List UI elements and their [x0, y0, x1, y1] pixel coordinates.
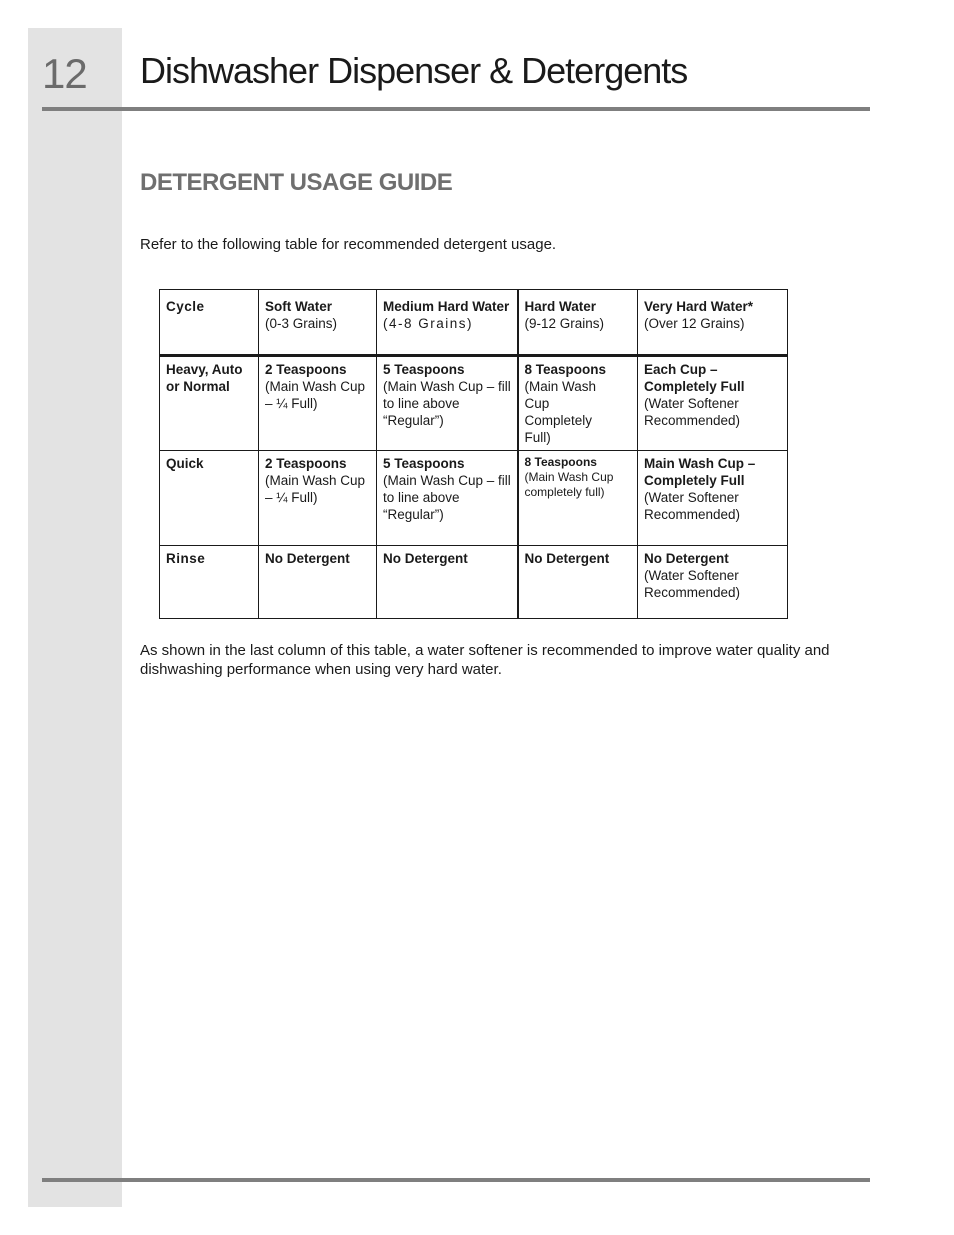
table-cell — [377, 451, 518, 546]
table-row — [160, 546, 788, 619]
amount-note: (Water Softener Recommended) — [644, 396, 741, 428]
amount-label: 8 Teaspoons — [524, 455, 597, 469]
page-title: Dishwasher Dispenser & Detergents — [140, 50, 688, 91]
amount-note: (Main Wash Cup completely full) — [524, 470, 614, 499]
header-cell-cycle — [160, 290, 259, 356]
header-sublabel: (4-8 Grains) — [383, 316, 474, 331]
header-cell-soft-water — [259, 290, 377, 356]
table-cell — [377, 356, 518, 451]
amount-label: No Detergent — [265, 551, 350, 566]
header-label: Cycle — [166, 299, 205, 314]
table-header-row — [160, 290, 788, 356]
table-cell — [518, 356, 638, 451]
amount-note: (Main Wash Cup – ¼ Full) — [265, 473, 366, 505]
amount-label: No Detergent — [383, 551, 468, 566]
header-sublabel: (Over 12 Grains) — [644, 316, 745, 331]
footer-paragraph: As shown in the last column of this table, a water softener is recommended to improve water quality and dishwashing performance when using very hard water. — [140, 642, 830, 678]
table-row — [160, 356, 788, 451]
amount-label: 5 Teaspoons — [383, 456, 465, 471]
amount-label: 5 Teaspoons — [383, 362, 465, 377]
amount-label: No Detergent — [524, 551, 610, 566]
intro-paragraph: Refer to the following table for recommended detergent usage. — [140, 236, 557, 253]
amount-note: (Main Wash Cup Completely Full) — [524, 379, 597, 445]
amount-label: Each Cup – Completely Full — [644, 362, 745, 394]
header-label: Medium Hard Water — [383, 299, 510, 314]
amount-label: 2 Teaspoons — [265, 456, 347, 471]
table-cell — [259, 546, 377, 619]
table-cell — [518, 451, 638, 546]
header-label: Soft Water — [265, 299, 332, 314]
amount-label: 8 Teaspoons — [524, 362, 607, 377]
table-cell — [638, 546, 788, 619]
amount-note: (Water Softener Recommended) — [644, 490, 741, 522]
cycle-label: Rinse — [166, 551, 206, 566]
amount-label: No Detergent — [644, 551, 729, 566]
header-cell-hard-water — [518, 290, 638, 356]
amount-note: (Water Softener Recommended) — [644, 568, 741, 600]
table-cell — [259, 451, 377, 546]
header-rule — [42, 107, 870, 111]
table-cell — [259, 356, 377, 451]
footer-rule — [42, 1178, 870, 1182]
amount-note: (Main Wash Cup – ¼ Full) — [265, 379, 366, 411]
header-label: Very Hard Water* — [644, 299, 754, 314]
cycle-label: Heavy, Auto or Normal — [166, 362, 243, 394]
cycle-label: Quick — [166, 456, 204, 471]
table-row — [160, 451, 788, 546]
header-cell-very-hard-water — [638, 290, 788, 356]
cycle-cell — [160, 451, 259, 546]
cycle-cell — [160, 356, 259, 451]
table-cell — [638, 451, 788, 546]
table-cell — [518, 546, 638, 619]
header-cell-medium-hard-water — [377, 290, 518, 356]
detergent-usage-table — [159, 289, 788, 619]
table-cell — [377, 546, 518, 619]
side-band — [28, 28, 122, 1207]
header-sublabel: (0-3 Grains) — [265, 316, 338, 331]
amount-note: (Main Wash Cup – fill to line above “Regular”) — [383, 379, 511, 428]
page-number: 12 — [42, 50, 87, 97]
section-title: DETERGENT USAGE GUIDE — [140, 169, 453, 196]
cycle-cell — [160, 546, 259, 619]
amount-label: 2 Teaspoons — [265, 362, 347, 377]
table-cell — [638, 356, 788, 451]
header-sublabel: (9-12 Grains) — [524, 316, 605, 331]
amount-note: (Main Wash Cup – fill to line above “Regular”) — [383, 473, 511, 522]
amount-label: Main Wash Cup – Completely Full — [644, 456, 756, 488]
header-label: Hard Water — [524, 299, 597, 314]
